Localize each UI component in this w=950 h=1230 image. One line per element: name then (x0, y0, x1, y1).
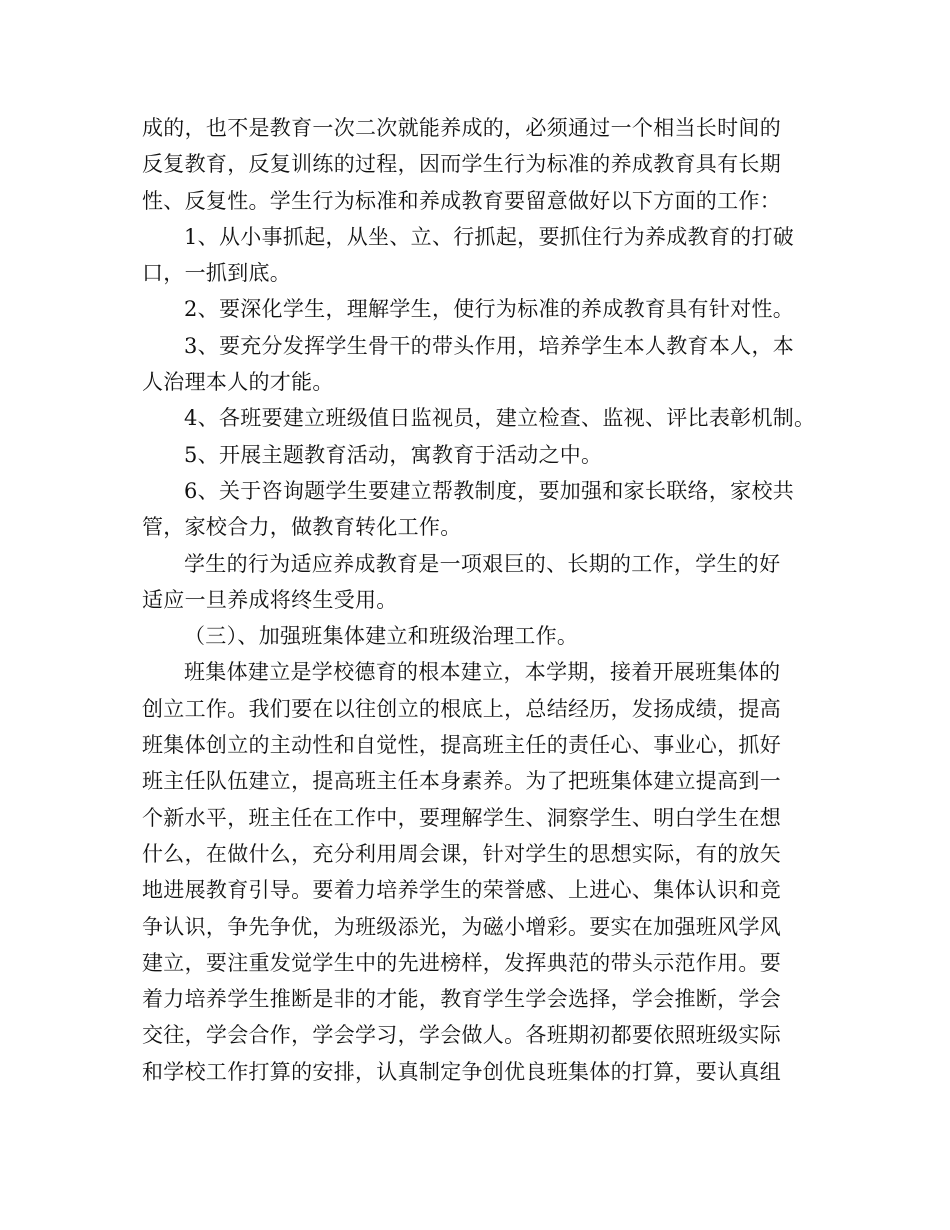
text-line: 性、反复性。学生行为标准和养成教育要留意做好以下方面的工作： (142, 188, 781, 213)
text-line: 什么，在做什么，充分利用周会课，针对学生的思想实际，有的放矢 (142, 841, 781, 866)
text-line: 4、各班要建立班级值日监视员，建立检查、监视、评比表彰机制。 (184, 406, 816, 431)
text-line: 个新水平，班主任在工作中，要理解学生、洞察学生、明白学生在想 (142, 805, 781, 830)
document-body (142, 110, 816, 1090)
text-line: 着力培养学生推断是非的才能，教育学生学会选择，学会推断，学会 (142, 987, 781, 1012)
text-line: 成的，也不是教育一次二次就能养成的，必须通过一个相当长时间的 (142, 116, 781, 140)
text-line: 和学校工作打算的安排，认真制定争创优良班集体的打算，要认真组 (142, 1059, 781, 1084)
text-line: 交往，学会合作，学会学习，学会做人。各班期初都要依照班级实际 (142, 1023, 781, 1048)
text-line: 建立，要注重发觉学生中的先进榜样，发挥典范的带头示范作用。要 (142, 950, 781, 975)
text-line: 5、开展主题教育活动，寓教育于活动之中。 (184, 442, 603, 467)
text-line: 班集体建立是学校德育的根本建立，本学期，接着开展班集体的 (184, 660, 781, 685)
text-line: 管，家校合力，做教育转化工作。 (142, 515, 462, 540)
text-line: 班集体创立的主动性和自觉性，提高班主任的责任心、事业心，抓好 (142, 733, 781, 758)
text-line: 2、要深化学生，理解学生，使行为标准的养成教育具有针对性。 (184, 297, 795, 322)
text-line: 1、从小事抓起，从坐、立、行抓起，要抓住行为养成教育的打破 (184, 224, 795, 249)
text-line: 地进展教育引导。要着力培养学生的荣誉感、上进心、集体认识和竞 (142, 878, 781, 903)
text-line: 适应一旦养成将终生受用。 (142, 587, 398, 612)
text-line: 创立工作。我们要在以往创立的根底上，总结经历，发扬成绩，提高 (142, 696, 781, 721)
text-line: 口，一抓到底。 (142, 261, 292, 286)
text-line: 人治理本人的才能。 (142, 370, 334, 395)
text-line: 学生的行为适应养成教育是一项艰巨的、长期的工作，学生的好 (184, 551, 781, 576)
text-line: （三）、加强班集体建立和班级治理工作。 (184, 624, 579, 649)
text-line: 反复教育，反复训练的过程，因而学生行为标准的养成教育具有长期 (142, 152, 781, 177)
text-line: 班主任队伍建立，提高班主任本身素养。为了把班集体建立提高到一 (142, 769, 781, 794)
text-line: 争认识，争先争优，为班级添光，为磁小增彩。要实在加强班风学风 (142, 914, 781, 939)
text-line: 6、关于咨询题学生要建立帮教制度，要加强和家长联络，家校共 (184, 478, 795, 503)
text-line: 3、要充分发挥学生骨干的带头作用，培养学生本人教育本人，本 (184, 333, 795, 358)
